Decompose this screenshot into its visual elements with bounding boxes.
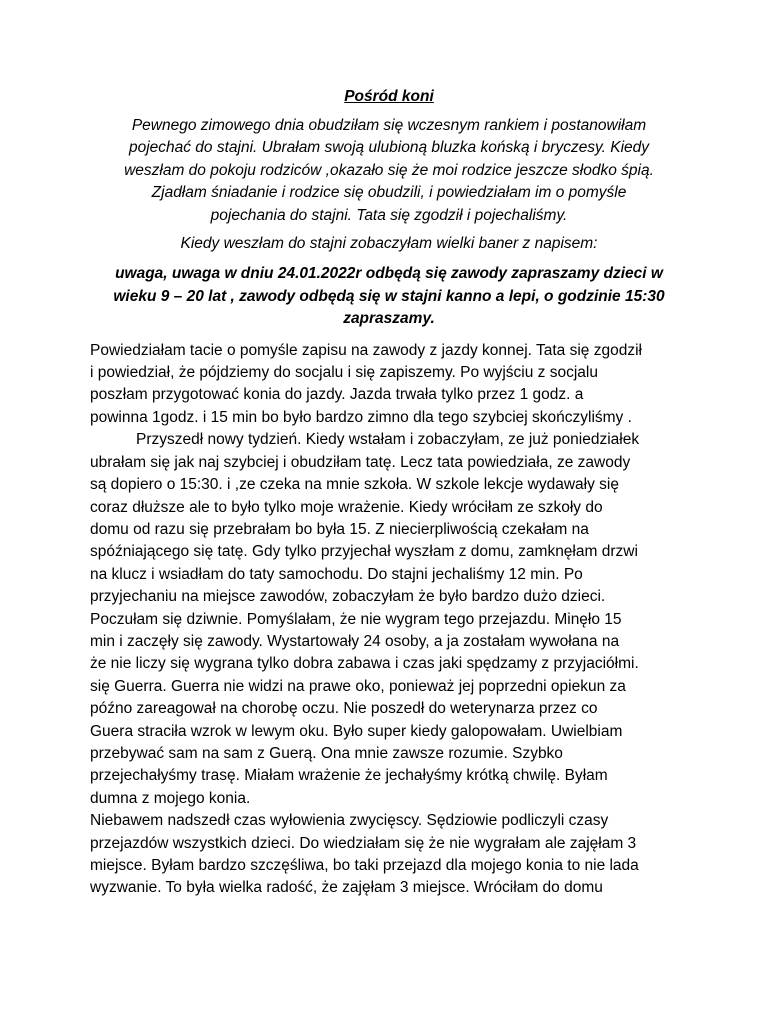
banner-intro-text: Kiedy weszłam do stajni zobaczyłam wielki baner z napisem: — [180, 235, 598, 253]
body-line: Niebawem nadszedł czas wyłowienia zwycięscy. Sędziowie podliczyli czasy — [90, 812, 609, 830]
intro-line: weszłam do pokoju rodziców ,okazało się że moi rodzice jeszcze słodko śpią. — [124, 161, 654, 179]
body-line: wyzwanie. To była wielka radość, że zajęłam 3 miejsce. Wróciłam do domu — [90, 879, 603, 897]
body-line: przyjechaniu na miejsce zawodów, zobaczyłam że było bardzo dużo dzieci. — [90, 588, 606, 606]
body-line: poszłam przygotować konia do jazdy. Jazda trwała tylko przez 1 godz. a — [90, 386, 584, 404]
intro-line: Zjadłam śniadanie i rodzice się obudzili, i powiedziałam im o pomyśle — [151, 184, 627, 202]
body-line: że nie liczy się wygrana tylko dobra zabawa i czas jaki spędzamy z przyjaciółmi. — [90, 655, 639, 673]
banner-line: uwaga, uwaga w dniu 24.01.2022r odbędą się zawody zapraszamy dzieci w — [115, 265, 663, 283]
body-line: domu od razu się przebrałam bo była 15. Z niecierpliwością czekałam na — [90, 520, 589, 538]
body-line: przebywać sam na sam z Guerą. Ona mnie zawsze rozumie. Szybko — [90, 744, 563, 762]
body-line: ubrałam się jak naj szybciej i obudziłam tatę. Lecz tata powiedziała, ze zawody — [90, 453, 631, 471]
intro-paragraph — [90, 115, 688, 227]
document-title: Pośród koni — [344, 88, 434, 105]
body-line: się Guerra. Guerra nie widzi na prawe oko, ponieważ jej poprzedni opiekun za — [90, 677, 626, 695]
body-line: są dopiero o 15:30. i ,ze czeka na mnie szkoła. W szkole lekcje wydawały się — [90, 476, 619, 494]
intro-line: pojechania do stajni. Tata się zgodził i pojechaliśmy. — [210, 206, 568, 224]
body-line-indented: Przyszedł nowy tydzień. Kiedy wstałam i zobaczyłam, ze już poniedziałek — [136, 431, 640, 449]
intro-line: pojechać do stajni. Ubrałam swoją ulubioną bluzka końską i bryczesy. Kiedy — [128, 139, 650, 157]
body-line: Guera straciła wzrok w lewym oku. Było super kiedy galopowałam. Uwielbiam — [90, 722, 623, 740]
body-line: późno zareagował na chorobę oczu. Nie poszedł do weterynarza przez co — [90, 700, 598, 718]
body-line: miejsce. Byłam bardzo szczęśliwa, bo taki przejazd dla mojego konia to nie lada — [90, 857, 639, 874]
story-body — [90, 340, 688, 900]
intro-line: Pewnego zimowego dnia obudziłam się wczesnym rankiem i postanowiłam — [131, 117, 647, 134]
body-line: min i zaczęły się zawody. Wystartowały 24 osoby, a ja zostałam wywołana na — [90, 632, 620, 650]
body-line: Powiedziałam tacie o pomyśle zapisu na zawody z jazdy konnej. Tata się zgodził — [90, 341, 642, 359]
banner-line: zapraszamy. — [343, 310, 435, 328]
banner-line: wieku 9 – 20 lat , zawody odbędą się w stajni kanno a lepi, o godzinie 15:30 — [113, 287, 665, 305]
body-line: na klucz i wsiadłam do taty samochodu. Do stajni jechaliśmy 12 min. Po — [90, 565, 583, 583]
body-line: przejechałyśmy trasę. Miałam wrażenie że jechałyśmy krótką chwilę. Byłam — [90, 767, 608, 785]
body-line: przejazdów wszystkich dzieci. Do wiedziałam się że nie wygrałam ale zajęłam 3 — [90, 834, 637, 852]
document-page — [90, 86, 688, 900]
body-line: i powiedział, że pójdziemy do socjalu i się zapiszemy. Po wyjściu z socjalu — [90, 364, 598, 382]
body-line: Poczułam się dziwnie. Pomyślałam, że nie wygram tego przejazdu. Minęło 15 — [90, 610, 622, 628]
body-line: coraz dłuższe ale to było tylko moje wrażenie. Kiedy wróciłam ze szkoły do — [90, 498, 603, 516]
body-line: powinna 1godz. i 15 min bo było bardzo zimno dla tego szybciej skończyliśmy . — [90, 408, 632, 426]
banner-text — [90, 263, 688, 330]
body-line: dumna z mojego konia. — [90, 789, 251, 807]
body-line: spóźniającego się tatę. Gdy tylko przyjechał wyszłam z domu, zamknęłam drzwi — [90, 543, 638, 561]
